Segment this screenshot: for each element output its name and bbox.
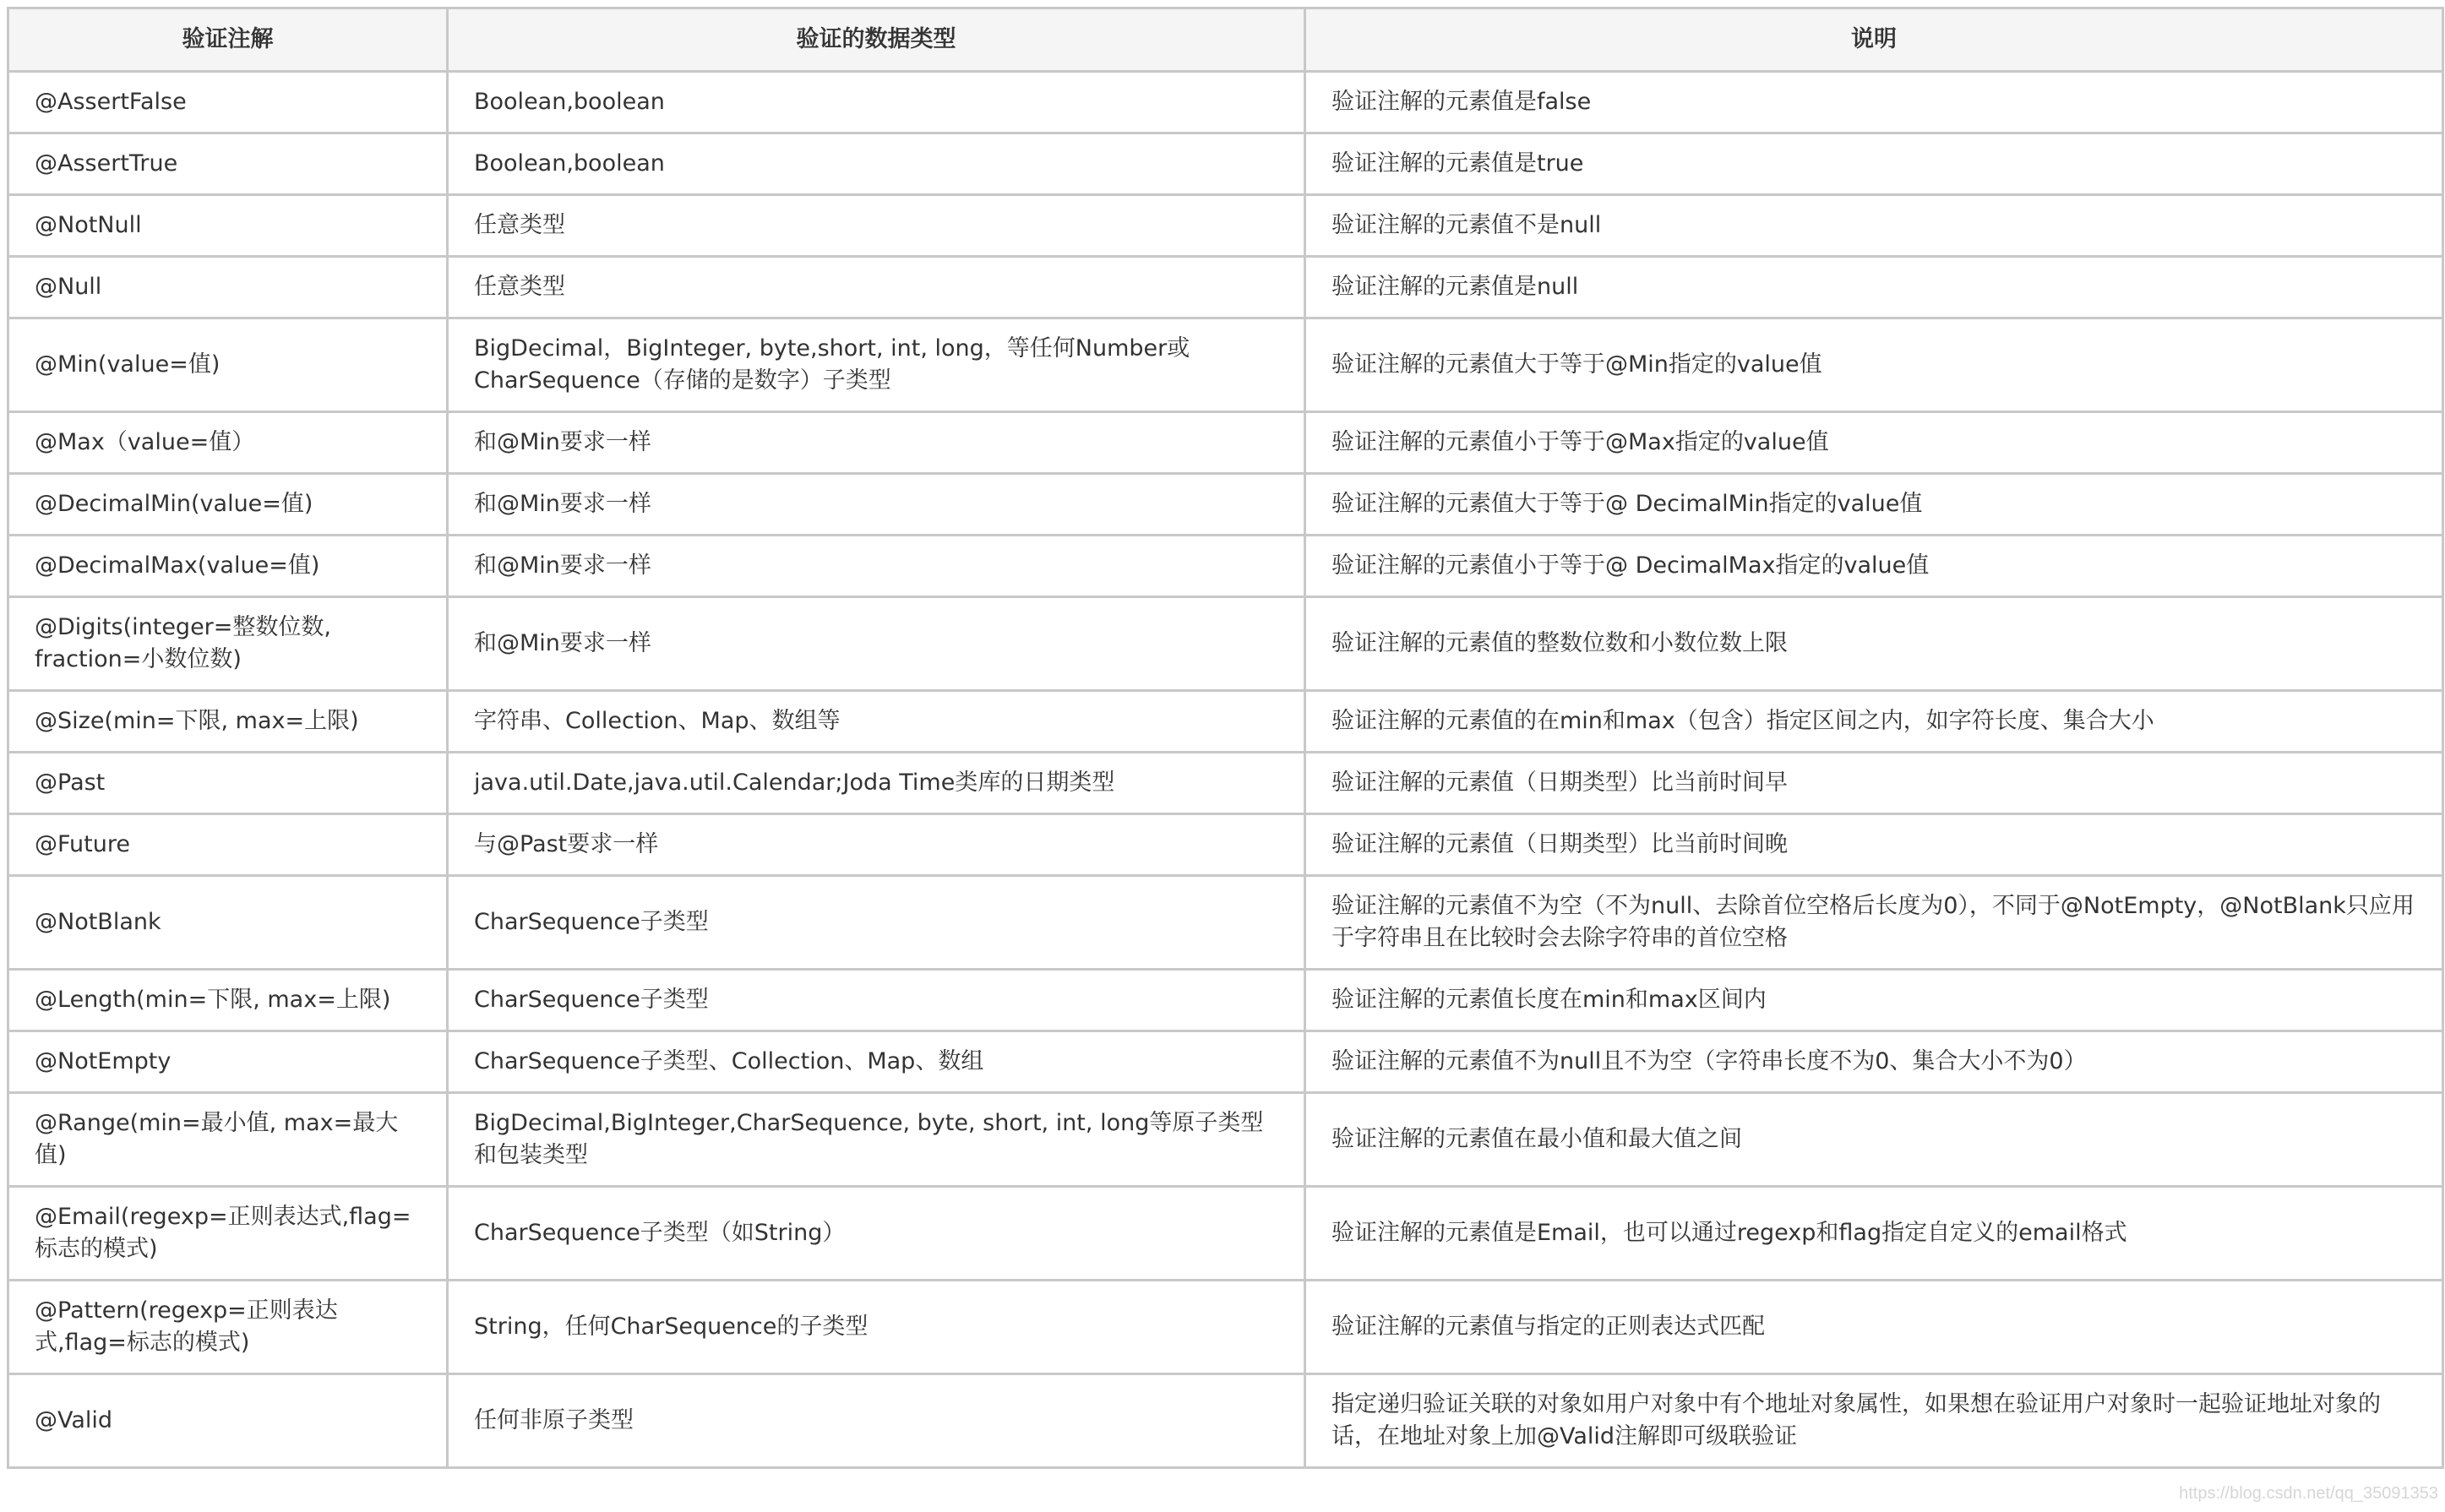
annotation-cell: @Min(value=值) (8, 318, 448, 412)
annotation-cell: @Valid (8, 1374, 448, 1468)
description-cell: 验证注解的元素值与指定的正则表达式匹配 (1305, 1281, 2443, 1374)
data-type-cell: CharSequence子类型（如String） (448, 1187, 1305, 1281)
annotation-cell: @Length(min=下限, max=上限) (8, 970, 448, 1031)
table-row (8, 133, 2443, 195)
header-description: 说明 (1305, 8, 2443, 72)
annotation-cell: @Email(regexp=正则表达式,flag=标志的模式) (8, 1187, 448, 1281)
table-row (8, 412, 2443, 474)
description-cell: 验证注解的元素值在最小值和最大值之间 (1305, 1093, 2443, 1187)
data-type-cell: 和@Min要求一样 (448, 412, 1305, 474)
description-cell: 验证注解的元素值不是null (1305, 195, 2443, 257)
validation-annotations-table (7, 7, 2444, 1469)
data-type-cell: 与@Past要求一样 (448, 814, 1305, 876)
data-type-cell: String，任何CharSequence的子类型 (448, 1281, 1305, 1374)
data-type-cell: 和@Min要求一样 (448, 536, 1305, 597)
description-cell: 验证注解的元素值小于等于@Max指定的value值 (1305, 412, 2443, 474)
annotation-cell: @Size(min=下限, max=上限) (8, 691, 448, 753)
annotation-cell: @Past (8, 753, 448, 814)
description-cell: 验证注解的元素值的整数位数和小数位数上限 (1305, 597, 2443, 691)
watermark: https://blog.csdn.net/qq_35091353 (2179, 1484, 2438, 1503)
description-cell: 验证注解的元素值长度在min和max区间内 (1305, 970, 2443, 1031)
table-row (8, 1187, 2443, 1281)
data-type-cell: CharSequence子类型、Collection、Map、数组 (448, 1031, 1305, 1093)
table-row (8, 257, 2443, 318)
description-cell: 验证注解的元素值不为空（不为null、去除首位空格后长度为0），不同于@NotEmpty，@NotBlank只应用于字符串且在比较时会去除字符串的首位空格 (1305, 876, 2443, 970)
annotation-cell: @DecimalMax(value=值) (8, 536, 448, 597)
table-row (8, 691, 2443, 753)
description-cell: 指定递归验证关联的对象如用户对象中有个地址对象属性，如果想在验证用户对象时一起验证地址对象的话，在地址对象上加@Valid注解即可级联验证 (1305, 1374, 2443, 1468)
table-row (8, 876, 2443, 970)
data-type-cell: java.util.Date,java.util.Calendar;Joda Time类库的日期类型 (448, 753, 1305, 814)
table-row (8, 753, 2443, 814)
header-annotation: 验证注解 (8, 8, 448, 72)
table-row (8, 970, 2443, 1031)
description-cell: 验证注解的元素值大于等于@Min指定的value值 (1305, 318, 2443, 412)
annotation-cell: @Max（value=值） (8, 412, 448, 474)
annotation-cell: @DecimalMin(value=值) (8, 474, 448, 536)
description-cell: 验证注解的元素值大于等于@ DecimalMin指定的value值 (1305, 474, 2443, 536)
annotation-cell: @AssertFalse (8, 72, 448, 133)
description-cell: 验证注解的元素值是Email，也可以通过regexp和flag指定自定义的email格式 (1305, 1187, 2443, 1281)
table-row (8, 318, 2443, 412)
description-cell: 验证注解的元素值（日期类型）比当前时间早 (1305, 753, 2443, 814)
table-row (8, 195, 2443, 257)
data-type-cell: 和@Min要求一样 (448, 597, 1305, 691)
description-cell: 验证注解的元素值的在min和max（包含）指定区间之内，如字符长度、集合大小 (1305, 691, 2443, 753)
table-row (8, 474, 2443, 536)
data-type-cell: 和@Min要求一样 (448, 474, 1305, 536)
annotation-cell: @Future (8, 814, 448, 876)
data-type-cell: BigDecimal,BigInteger,CharSequence, byte, short, int, long等原子类型和包装类型 (448, 1093, 1305, 1187)
description-cell: 验证注解的元素值小于等于@ DecimalMax指定的value值 (1305, 536, 2443, 597)
description-cell: 验证注解的元素值是true (1305, 133, 2443, 195)
table-row (8, 597, 2443, 691)
data-type-cell: 任意类型 (448, 257, 1305, 318)
description-cell: 验证注解的元素值是null (1305, 257, 2443, 318)
data-type-cell: 任何非原子类型 (448, 1374, 1305, 1468)
table-row (8, 1374, 2443, 1468)
table-row (8, 814, 2443, 876)
data-type-cell: 任意类型 (448, 195, 1305, 257)
annotation-cell: @Null (8, 257, 448, 318)
description-cell: 验证注解的元素值不为null且不为空（字符串长度不为0、集合大小不为0） (1305, 1031, 2443, 1093)
table-row (8, 1093, 2443, 1187)
table-row (8, 72, 2443, 133)
table-row (8, 1031, 2443, 1093)
annotation-cell: @NotBlank (8, 876, 448, 970)
annotation-cell: @Range(min=最小值, max=最大值) (8, 1093, 448, 1187)
description-cell: 验证注解的元素值是false (1305, 72, 2443, 133)
table-row (8, 1281, 2443, 1374)
annotation-cell: @NotEmpty (8, 1031, 448, 1093)
annotation-cell: @AssertTrue (8, 133, 448, 195)
data-type-cell: BigDecimal，BigInteger, byte,short, int, long，等任何Number或CharSequence（存储的是数字）子类型 (448, 318, 1305, 412)
annotation-cell: @Digits(integer=整数位数, fraction=小数位数) (8, 597, 448, 691)
annotation-cell: @NotNull (8, 195, 448, 257)
data-type-cell: CharSequence子类型 (448, 970, 1305, 1031)
data-type-cell: CharSequence子类型 (448, 876, 1305, 970)
data-type-cell: 字符串、Collection、Map、数组等 (448, 691, 1305, 753)
description-cell: 验证注解的元素值（日期类型）比当前时间晚 (1305, 814, 2443, 876)
annotation-cell: @Pattern(regexp=正则表达式,flag=标志的模式) (8, 1281, 448, 1374)
data-type-cell: Boolean,boolean (448, 72, 1305, 133)
header-data-types: 验证的数据类型 (448, 8, 1305, 72)
table-row (8, 536, 2443, 597)
data-type-cell: Boolean,boolean (448, 133, 1305, 195)
header-row (8, 8, 2443, 72)
